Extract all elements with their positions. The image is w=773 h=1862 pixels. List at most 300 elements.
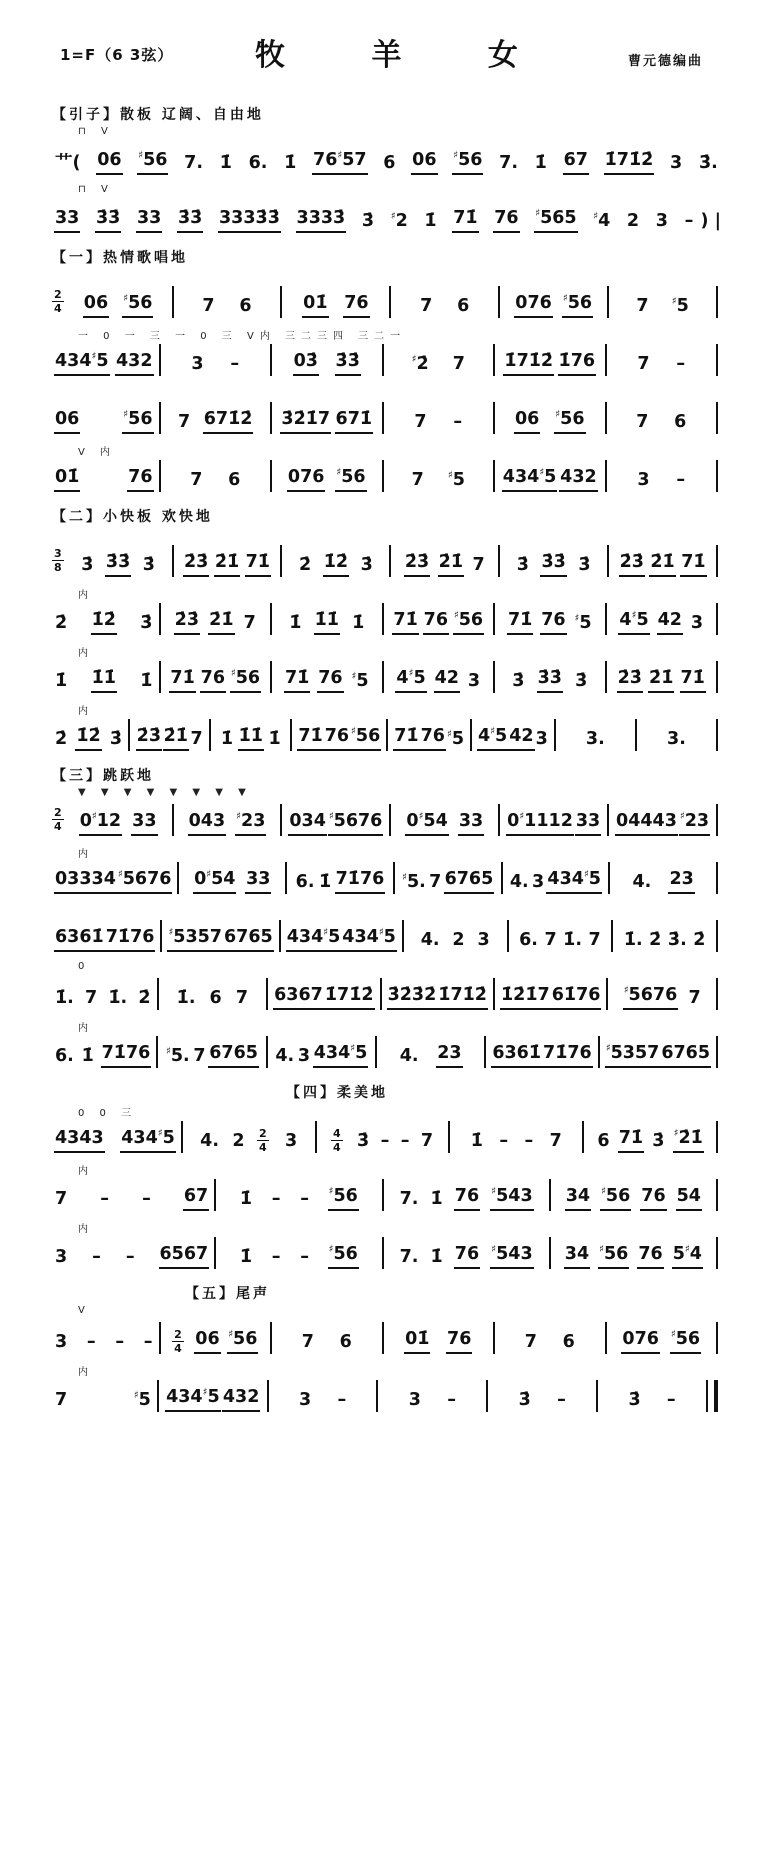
note-group: ♯56 — [453, 610, 484, 635]
note-group: ♯5 — [671, 296, 689, 317]
measure — [398, 869, 498, 894]
measure — [275, 409, 379, 434]
note-group: 0♯54 — [405, 811, 448, 836]
note-group: 33 — [131, 811, 157, 836]
note-group: 4. — [399, 1046, 419, 1067]
measure — [381, 1390, 483, 1412]
barline — [470, 719, 472, 751]
note-group: ♯23 — [679, 811, 710, 836]
notation-row — [52, 342, 721, 376]
note-group: 1̇. — [176, 988, 196, 1009]
note-group: 76 — [343, 293, 369, 318]
note-group: 6 — [209, 988, 222, 1009]
note-group: 3. — [667, 729, 686, 750]
note-group: 3333̇ — [296, 208, 347, 233]
music-line — [52, 1162, 721, 1211]
measure — [164, 668, 268, 693]
measure — [380, 1043, 481, 1068]
measure — [219, 1244, 378, 1269]
note-group: 1̇ — [268, 729, 281, 750]
end-barline — [716, 460, 718, 492]
note-group: 2̇1̇ — [649, 552, 675, 577]
notation-row — [52, 1235, 721, 1269]
note-group: 71̇ — [169, 668, 195, 693]
end-barline — [716, 920, 718, 952]
note-group: 1̇ — [284, 153, 297, 174]
note-group: 06 — [514, 409, 540, 434]
note-group: 76 — [640, 1186, 666, 1211]
music-line — [52, 961, 721, 1010]
barline — [214, 1237, 216, 1269]
note-group: ♯56 — [600, 1186, 631, 1211]
note-group: ♯56 — [122, 409, 153, 434]
bowing-fingering-marks: 内 — [78, 706, 94, 717]
bowing-fingering-marks: 内 — [78, 590, 94, 601]
note-group: ♯2̇1̇ — [673, 1128, 704, 1153]
note-group: 432 — [115, 351, 154, 376]
note-group: 034 — [288, 811, 327, 836]
note-group: 76 — [493, 208, 519, 233]
measure — [164, 354, 268, 376]
measure — [610, 412, 714, 434]
note-group: 3̇. — [698, 153, 718, 174]
measure — [506, 869, 606, 894]
notation-row — [52, 458, 721, 492]
time-signature: 3 8 — [54, 546, 62, 574]
note-group: 7 — [55, 1390, 68, 1411]
barline — [493, 978, 495, 1010]
note-group: 3̇3̇ — [177, 208, 203, 233]
measure — [272, 1390, 374, 1412]
note-group: – — [380, 1131, 390, 1152]
bowing-fingering-marks: 内 — [78, 1166, 94, 1177]
measure — [68, 293, 169, 318]
time-signature: 4 4 — [332, 1127, 341, 1154]
note-group: 3̇ — [518, 1390, 531, 1411]
barline — [486, 1380, 488, 1412]
notation-row — [52, 543, 721, 577]
measure — [52, 1332, 156, 1354]
music-line — [52, 184, 721, 233]
barline — [549, 1237, 551, 1269]
measure — [498, 610, 602, 635]
note-group: 7 — [243, 613, 256, 634]
section-label: 【引子】散板 辽阔、自由地 — [52, 107, 264, 123]
measure — [612, 296, 713, 318]
note-group: 71̇ — [392, 610, 418, 635]
note-group: 7 — [688, 988, 701, 1009]
bowing-fingering-marks: 内 — [78, 849, 94, 860]
barline — [160, 920, 162, 952]
note-group: 2̇ — [298, 555, 312, 576]
music-line — [52, 1019, 721, 1068]
note-group: 06 — [411, 150, 437, 175]
measure — [162, 988, 264, 1010]
note-group: 67 — [183, 1186, 209, 1211]
final-barline — [706, 1380, 708, 1412]
note-group: 7 — [190, 470, 203, 491]
note-group: 1̇ — [81, 1046, 94, 1067]
barline — [382, 1179, 384, 1211]
line-end-symbol: ) | — [700, 211, 721, 232]
note-group: 3̇ — [512, 671, 525, 692]
measure — [612, 811, 713, 836]
measure — [161, 1043, 262, 1068]
note-group: 76 — [127, 467, 153, 492]
note-group: 7 — [420, 1131, 433, 1152]
measure — [603, 1043, 713, 1068]
music-line — [52, 1220, 721, 1269]
note-group: 76 — [637, 1244, 663, 1269]
note-group: 76 — [454, 1186, 480, 1211]
note-group: 76 — [423, 610, 449, 635]
barline — [635, 719, 637, 751]
note-group: 1̇71̇2̇ — [604, 150, 655, 175]
note-group: 3̇ — [142, 555, 155, 576]
note-group: 434♯5 — [341, 927, 397, 952]
measure — [453, 1131, 579, 1153]
note-group: 6. — [248, 153, 268, 174]
note-group: 3̇ — [140, 613, 153, 634]
measure — [271, 1043, 372, 1068]
note-group: ♯56 — [328, 1186, 359, 1211]
note-group: – — [684, 211, 694, 232]
note-group: – — [557, 1390, 566, 1411]
measure — [498, 668, 602, 693]
note-group: 33 — [245, 869, 271, 894]
barline — [270, 402, 272, 434]
note-group: ♯2̇ — [411, 354, 429, 375]
bowing-fingering-marks: 0 — [78, 961, 91, 972]
note-group: 3 — [531, 872, 545, 893]
note-group: ♯56 — [554, 409, 585, 434]
note-group: ♯5 — [446, 729, 464, 750]
measure — [290, 869, 390, 894]
note-group: 6 — [457, 296, 470, 317]
note-group: 434♯5 — [165, 1387, 221, 1412]
music-line — [52, 1305, 721, 1354]
note-group: – — [453, 412, 463, 433]
note-group: 01̇ — [54, 467, 80, 492]
note-group: 71̇ — [245, 552, 271, 577]
note-group: 76 — [317, 668, 343, 693]
measure — [394, 552, 495, 577]
note-group: 34 — [565, 1186, 591, 1211]
note-group: 6 — [239, 296, 252, 317]
measure — [503, 293, 604, 318]
barline — [315, 1121, 317, 1153]
note-group: 7 — [190, 729, 203, 750]
measure — [177, 552, 278, 577]
note-group: 6361̇ — [491, 1043, 542, 1068]
note-group: 33 — [458, 811, 484, 836]
measure — [275, 668, 379, 693]
barline — [605, 344, 607, 376]
note-group: 6 — [339, 1332, 352, 1353]
barline — [266, 1036, 268, 1068]
bowing-fingering-marks — [52, 385, 721, 400]
note-group: 4. — [632, 872, 652, 893]
measure — [164, 610, 268, 635]
measure — [610, 668, 714, 693]
measure — [52, 726, 125, 751]
barline — [270, 1322, 272, 1354]
end-barline — [716, 402, 718, 434]
measure — [52, 1043, 153, 1068]
note-group: 7 — [544, 930, 557, 951]
bowing-fingering-marks — [52, 269, 721, 284]
note-group: 7. — [184, 153, 203, 174]
note-group: ♯56 — [335, 467, 366, 492]
bowing-fingering-marks: V 内 — [78, 447, 117, 458]
note-group: 7 — [420, 296, 433, 317]
note-group: – — [230, 354, 240, 375]
bowing-fingering-marks: V — [78, 1305, 91, 1316]
barline — [393, 862, 395, 894]
note-group: 3. — [585, 729, 605, 750]
barline — [549, 1179, 551, 1211]
end-barline — [716, 862, 718, 894]
note-group: 3 — [55, 1332, 68, 1353]
measure — [616, 930, 713, 952]
barline — [376, 1380, 378, 1412]
note-group: 艹( — [55, 153, 81, 174]
note-group: 06 — [96, 150, 122, 175]
note-group: 3 — [670, 153, 683, 174]
measure — [165, 927, 275, 952]
measure — [186, 1128, 312, 1153]
note-group: 1̇ — [239, 1247, 253, 1268]
measure — [285, 293, 386, 318]
note-group: 434♯5 — [313, 1043, 369, 1068]
note-group: – — [499, 1131, 509, 1152]
score-header — [52, 26, 721, 90]
measure — [394, 811, 495, 836]
note-group: 671̇2̇ — [203, 409, 254, 434]
bowing-fingering-marks: 0 0 三 — [78, 1108, 138, 1119]
music-line — [52, 269, 721, 318]
measure — [387, 668, 491, 693]
note-group: 71̇ — [680, 552, 706, 577]
measure — [491, 1390, 593, 1412]
note-group: 1̇2̇ — [91, 610, 117, 635]
note-group: ♯5 — [351, 671, 369, 692]
barline — [498, 286, 500, 318]
measure — [271, 985, 376, 1010]
note-group: 1̇2̇1̇7 — [500, 985, 551, 1010]
note-group: ♯56 — [350, 726, 381, 751]
note-group: 3̇ — [652, 1131, 665, 1152]
note-group: 71̇ — [618, 1128, 644, 1153]
note-group: 71̇76 — [101, 1043, 152, 1068]
measure — [498, 985, 603, 1010]
note-group: 1̇ — [424, 211, 437, 232]
note-group: ♯56 — [227, 1329, 258, 1354]
note-group: 71̇76 — [335, 869, 386, 894]
note-group: 1̇1̇ — [91, 668, 117, 693]
end-barline — [716, 1179, 718, 1211]
note-group: 7 — [55, 1189, 68, 1210]
section-label: 【二】小快板 欢快地 — [52, 509, 213, 525]
note-group: 1̇ — [55, 671, 68, 692]
measure — [182, 869, 282, 894]
note-group: 03334 — [54, 869, 117, 894]
note-group: 2̇ — [138, 988, 151, 1009]
measure — [52, 927, 157, 952]
notation-row — [52, 1177, 721, 1211]
note-group: 06 — [194, 1329, 220, 1354]
measure — [503, 552, 604, 577]
notation-row — [52, 1378, 721, 1412]
note-group: – — [300, 1189, 309, 1210]
barline — [270, 344, 272, 376]
bowing-fingering-marks: ⊓ V — [78, 126, 114, 137]
note-group: 3̇3̇ — [105, 552, 131, 577]
note-group: 3̇ — [81, 555, 94, 576]
barline — [280, 286, 282, 318]
note-group: ♯5676 — [623, 985, 679, 1010]
note-group: 03̇ — [293, 351, 319, 376]
note-group: 7 — [452, 354, 465, 375]
barline — [290, 719, 292, 751]
note-group: 4. — [275, 1046, 295, 1067]
note-group: 1̇71̇2̇ — [324, 985, 375, 1010]
note-group: 2̇3̇ — [174, 610, 200, 635]
bowing-fingering-marks: 内 — [78, 1023, 94, 1034]
barline — [382, 344, 384, 376]
music-line — [52, 586, 721, 635]
note-group: 2 — [452, 930, 465, 951]
note-group: ♯56 — [122, 293, 153, 318]
note-group: 7 — [636, 296, 649, 317]
music-line — [52, 1104, 721, 1153]
note-group: 3̇ — [628, 1390, 641, 1411]
note-group: ♯543 — [490, 1186, 533, 1211]
note-group: 434♯5 — [54, 351, 110, 376]
barline — [448, 1121, 450, 1153]
barline — [605, 661, 607, 693]
music-line — [52, 644, 721, 693]
note-group: ♯5357 — [167, 927, 223, 952]
note-group: 01̇ — [404, 1329, 430, 1354]
barline — [582, 1121, 584, 1153]
note-group: ♯56 — [230, 668, 261, 693]
bowing-fingering-marks: 内 — [78, 648, 94, 659]
barline — [493, 661, 495, 693]
music-line — [52, 327, 721, 376]
note-group: 6 — [674, 412, 687, 433]
end-barline — [716, 545, 718, 577]
note-group: 1̇ — [318, 872, 332, 893]
measure — [68, 552, 169, 577]
note-group: 076 — [621, 1329, 660, 1354]
barline — [159, 402, 161, 434]
note-group: 7. — [399, 1189, 419, 1210]
note-group: 2̇1̇ — [438, 552, 464, 577]
note-group: 23 — [436, 1043, 462, 1068]
note-group: – — [100, 1189, 109, 1210]
note-group: ♯2 — [390, 211, 408, 232]
barline — [172, 286, 174, 318]
barline — [493, 1322, 495, 1354]
note-group: – — [337, 1390, 347, 1411]
barline — [181, 1121, 183, 1153]
measure — [612, 552, 713, 577]
note-group: 1̇2̇ — [75, 726, 101, 751]
measure — [640, 729, 713, 751]
measure — [611, 985, 713, 1010]
measure — [498, 351, 602, 376]
note-group: 4. — [420, 930, 440, 951]
note-group: 1̇1̇ — [238, 726, 264, 751]
note-group: 1̇1̇ — [314, 610, 340, 635]
measure — [52, 869, 174, 894]
notation-row — [52, 1034, 721, 1068]
note-group: – — [92, 1247, 101, 1268]
note-group: 7 — [549, 1131, 562, 1152]
note-group: – — [300, 1247, 309, 1268]
measure — [559, 729, 632, 751]
note-group: – — [86, 1332, 96, 1353]
measure — [387, 1244, 546, 1269]
note-group: ♯5357 — [605, 1043, 661, 1068]
note-group: 1̇ — [140, 671, 153, 692]
barline — [389, 804, 391, 836]
music-line — [52, 787, 721, 836]
note-group: 71̇ — [393, 726, 419, 751]
note-group: 076 — [287, 467, 326, 492]
measure — [387, 1186, 546, 1211]
notation-row — [52, 976, 721, 1010]
measure — [275, 1332, 379, 1354]
barline — [382, 1237, 384, 1269]
measure — [613, 869, 713, 894]
note-group: 2̇1̇ — [163, 726, 189, 751]
note-group: 2 — [232, 1131, 245, 1152]
note-group: – — [524, 1131, 534, 1152]
note-group: – — [676, 470, 686, 491]
note-group: 6. — [519, 930, 538, 951]
note-group: 71̇ — [284, 668, 310, 693]
note-group: 71̇ — [452, 208, 478, 233]
barline — [382, 661, 384, 693]
end-barline — [716, 344, 718, 376]
note-group: 76 — [200, 668, 226, 693]
time-signature: 2 4 — [54, 805, 62, 833]
note-group: ♯56 — [452, 150, 483, 175]
measure — [387, 354, 491, 376]
note-group: 7 — [193, 1046, 206, 1067]
note-group: 6 — [562, 1332, 575, 1353]
note-group: 3̇3̇ — [335, 351, 361, 376]
note-group: 71̇ — [297, 726, 323, 751]
note-group: 7 — [588, 930, 601, 951]
measure — [295, 726, 383, 751]
barline — [266, 978, 268, 1010]
note-group: 7 — [235, 988, 248, 1009]
note-group: 3 — [477, 930, 490, 951]
note-group: 432 — [222, 1387, 261, 1412]
note-group: 6. — [55, 1046, 74, 1067]
note-group: 434♯5 — [546, 869, 602, 894]
note-group: 3̇ — [361, 211, 375, 232]
measure — [52, 668, 156, 693]
note-group: – — [143, 1332, 153, 1353]
measure — [587, 1128, 713, 1153]
note-group: 7 — [411, 470, 424, 491]
barline — [607, 804, 609, 836]
note-group: – — [271, 1247, 281, 1268]
